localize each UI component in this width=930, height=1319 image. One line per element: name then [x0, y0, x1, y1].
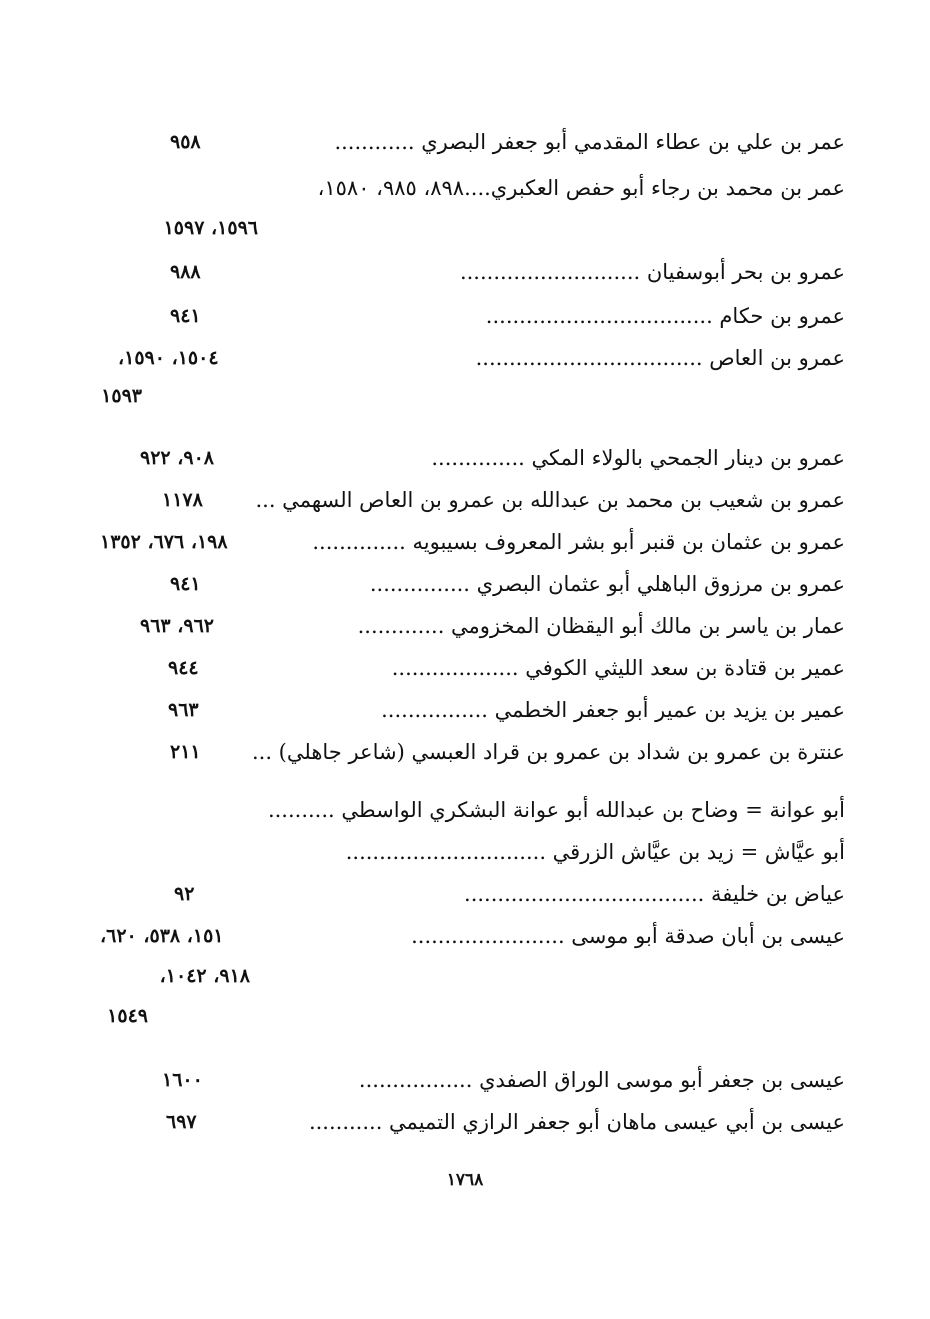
entry-pages: ٦٩٧ [166, 1111, 197, 1133]
entry-name: عمرو بن شعيب بن محمد بن عبدالله بن عمرو بن العاص السهمي ... [255, 488, 845, 512]
entry-pages: ٩٦٢، ٩٦٣ [140, 615, 214, 637]
entry-pages: ٩٦٣ [168, 699, 199, 721]
index-entry [90, 122, 845, 162]
entry-pages: ١٦٠٠ [162, 1069, 203, 1091]
entry-name: عيسى بن أبان صدقة أبو موسى ....................... [411, 924, 845, 948]
index-entry-continuation [90, 956, 270, 992]
entry-pages: ١٥٤٩ [107, 1005, 148, 1027]
entry-name: عمير بن قتادة بن سعد الليثي الكوفي ................... [391, 656, 845, 680]
index-entry-continuation [90, 376, 270, 412]
entry-name: عياض بن خليفة .................................... [464, 882, 845, 906]
entry-name: عمرو بن دينار الجمحي بالولاء المكي .............. [431, 446, 845, 470]
entry-pages: ٩٤١ [170, 573, 201, 595]
entry-name: عيسى بن جعفر أبو موسى الوراق الصفدي ................. [358, 1068, 845, 1092]
entry-pages: ٩٠٨، ٩٢٢ [140, 447, 214, 469]
index-entry [90, 874, 845, 914]
index-entry [90, 480, 845, 520]
entry-pages: ١٥١، ٥٣٨، ٦٢٠، [100, 925, 224, 947]
index-entry [90, 1102, 845, 1142]
entry-pages: ٩٢ [174, 883, 195, 905]
index-entry-continuation [90, 996, 270, 1032]
page-number: ١٧٦٨ [446, 1170, 484, 1190]
entry-pages: ١٩٨، ٦٧٦، ١٣٥٢ [100, 531, 228, 553]
entry-pages: ١٥٩٣ [101, 385, 142, 407]
index-entry [90, 916, 845, 956]
entry-name: عمرو بن العاص .................................. [475, 346, 845, 370]
index-entry [90, 832, 845, 872]
entry-pages: ١١٧٨ [162, 489, 203, 511]
entry-pages: ١٥٩٦، ١٥٩٧ [163, 217, 258, 239]
entry-name: أبو عوانة = وضاح بن عبدالله أبو عوانة البشكري الواسطي .......... [267, 798, 845, 822]
index-entry [90, 690, 845, 730]
entry-pages: ٩٤٤ [168, 657, 199, 679]
entry-name: عمرو بن مرزوق الباهلي أبو عثمان البصري ............... [369, 572, 845, 596]
entry-name: عنترة بن عمرو بن شداد بن عمرو بن قراد العبسي (شاعر جاهلي) ... [251, 740, 845, 764]
entry-pages: ٩٥٨ [170, 131, 201, 153]
entry-name: عمر بن علي بن عطاء المقدمي أبو جعفر البصري ............ [334, 130, 845, 154]
entry-pages: ٢١١ [170, 741, 201, 763]
index-entry [90, 296, 845, 336]
entry-name: عمير بن يزيد بن عمير أبو جعفر الخطمي ................ [381, 698, 845, 722]
index-entry [90, 338, 845, 378]
entry-name: أبو عيَّاش = زيد بن عيَّاش الزرقي .............................. [345, 840, 845, 864]
entry-pages: ٩١٨، ١٠٤٢، [159, 965, 250, 987]
index-entry [90, 1060, 845, 1100]
entry-name: عمرو بن عثمان بن قنبر أبو بشر المعروف بسيبويه .............. [312, 530, 845, 554]
entry-name: عمار بن ياسر بن مالك أبو اليقظان المخزومي ............. [357, 614, 845, 638]
entry-name: عمر بن محمد بن رجاء أبو حفص العكبري....٨٩٨، ٩٨٥، ١٥٨٠، [317, 176, 845, 200]
index-entry [90, 790, 845, 830]
entry-pages: ٩٤١ [170, 305, 201, 327]
index-entry [90, 168, 845, 208]
index-entry [90, 438, 845, 478]
index-entry [90, 606, 845, 646]
entry-name: عمرو بن بحر أبوسفيان ........................... [459, 260, 845, 284]
index-entry-continuation [90, 208, 270, 244]
index-entry [90, 522, 845, 562]
entry-name: عمرو بن حكام .................................. [485, 304, 845, 328]
entry-pages: ٩٨٨ [170, 261, 201, 283]
index-entry [90, 732, 845, 772]
entry-pages: ١٥٠٤، ١٥٩٠، [118, 347, 219, 369]
index-entry [90, 648, 845, 688]
index-entry [90, 564, 845, 604]
index-entry [90, 252, 845, 292]
entry-name: عيسى بن أبي عيسى ماهان أبو جعفر الرازي التميمي ........... [308, 1110, 845, 1134]
